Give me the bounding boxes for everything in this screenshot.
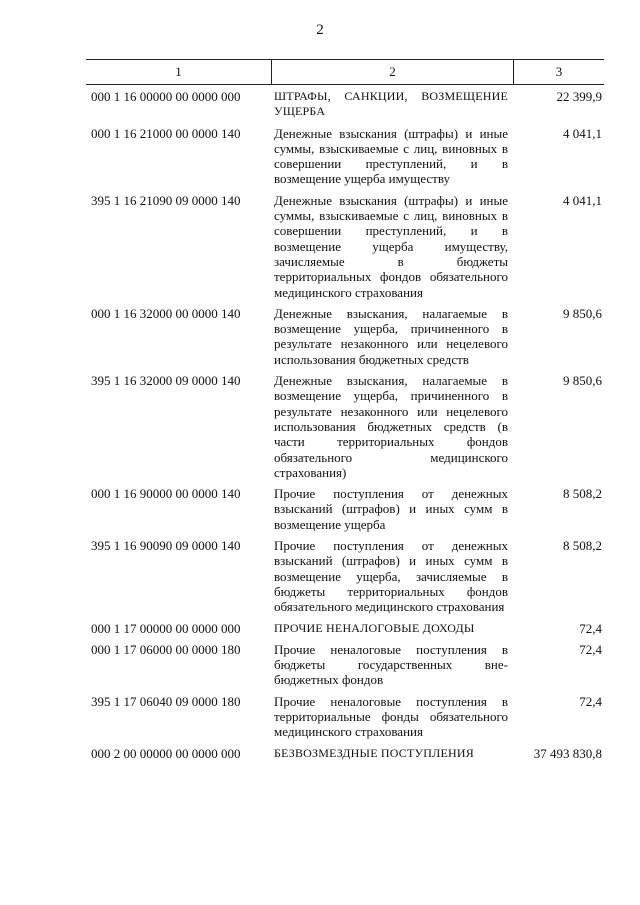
revenue-name: Прочие неналоговые поступления в бюджеты государственных внебюджетных фондов <box>274 641 508 688</box>
table-row <box>86 538 604 614</box>
amount: 9 850,6 <box>563 305 602 321</box>
table-row <box>86 193 604 300</box>
amount: 37 493 830,8 <box>533 745 602 761</box>
amount: 8 508,2 <box>563 538 602 554</box>
table-body <box>86 85 604 761</box>
budget-code: 395 1 16 32000 09 0000 140 <box>91 373 241 389</box>
budget-code: 000 1 17 00000 00 0000 000 <box>91 620 241 636</box>
revenue-name: Прочие поступления от денежных взысканий (штрафов) и иных сумм в возмещение ущерба <box>274 486 508 532</box>
budget-code: 395 1 16 21090 09 0000 140 <box>91 192 241 208</box>
header-column-2: 2 <box>272 60 514 84</box>
header-column-1: 1 <box>86 60 272 84</box>
revenue-name: ШТРАФЫ, САНКЦИИ, ВОЗМЕЩЕНИЕ УЩЕРБА <box>274 89 508 119</box>
table-row <box>86 486 604 532</box>
revenue-name: БЕЗВОЗМЕЗДНЫЕ ПОСТУПЛЕНИЯ <box>274 745 474 760</box>
budget-code: 000 2 00 00000 00 0000 000 <box>91 745 241 761</box>
page-number: 2 <box>316 22 324 38</box>
budget-code: 000 1 16 21000 00 0000 140 <box>91 125 241 141</box>
table-header-row <box>86 60 604 84</box>
amount: 72,4 <box>579 693 602 709</box>
revenue-table <box>86 59 604 767</box>
revenue-name: Денежные взыскания (штрафы) и иные суммы, взыскиваемые с лиц, виновных в совершении преступлений, и в возмещение ущерба имуществу <box>274 125 508 187</box>
budget-code: 000 1 16 90000 00 0000 140 <box>91 486 241 502</box>
table-row <box>86 89 604 120</box>
table-row <box>86 746 604 761</box>
table-row <box>86 306 604 367</box>
amount: 9 850,6 <box>563 373 602 389</box>
revenue-name: ПРОЧИЕ НЕНАЛОГОВЫЕ ДОХОДЫ <box>274 620 475 635</box>
budget-code: 000 1 16 00000 00 0000 000 <box>91 89 241 104</box>
revenue-name: Прочие неналоговые поступления в территориальные фонды обязательного медицинского страхования <box>274 693 508 740</box>
amount: 22 399,9 <box>556 89 602 104</box>
amount: 4 041,1 <box>563 125 602 141</box>
revenue-name: Денежные взыскания (штрафы) и иные суммы, взыскиваемые с лиц, виновных в совершении преступлений, и в возмещение ущерба имуществу, зачисляемые в бюджеты территориальных фондов обязательного медицинского страхования <box>274 192 508 300</box>
budget-code: 000 1 16 32000 00 0000 140 <box>91 305 241 321</box>
table-row <box>86 694 604 740</box>
header-column-3: 3 <box>555 64 563 79</box>
table-row <box>86 642 604 688</box>
budget-code: 000 1 17 06000 00 0000 180 <box>91 641 241 657</box>
budget-code: 395 1 16 90090 09 0000 140 <box>91 538 241 554</box>
revenue-name: Денежные взыскания, налагаемые в возмещение ущерба, причиненного в результате незаконного или нецелевого использования бюджетных средств (в части территориальных фондов обязательного медицинского страхования) <box>274 373 508 480</box>
amount: 72,4 <box>579 620 602 636</box>
amount: 8 508,2 <box>563 486 602 502</box>
table-row <box>86 621 604 636</box>
table-row <box>86 126 604 187</box>
table-row <box>86 373 604 480</box>
budget-code: 395 1 17 06040 09 0000 180 <box>91 693 241 709</box>
amount: 72,4 <box>579 641 602 657</box>
revenue-name: Денежные взыскания, налагаемые в возмещение ущерба, причиненного в результате незаконного или нецелевого использования бюджетных средств <box>274 305 508 367</box>
amount: 4 041,1 <box>563 192 602 208</box>
revenue-name: Прочие поступления от денежных взысканий (штрафов) и иных сумм в возмещение ущерба, зачисляемые в бюджеты территориальных фондов обязательного медицинского страхования <box>274 538 508 615</box>
